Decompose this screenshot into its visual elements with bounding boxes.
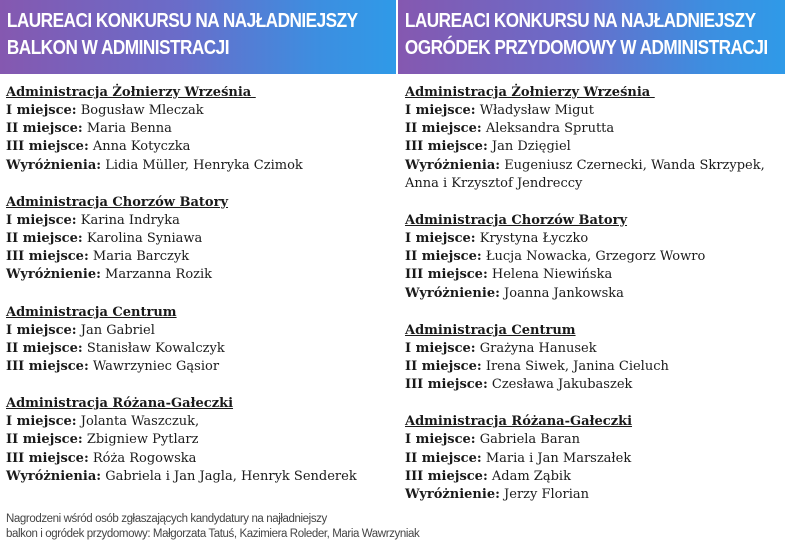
balcony-title	[0, 0, 395, 74]
administration-section	[405, 322, 790, 395]
award-winners: Czesława Jakubaszek	[491, 377, 633, 393]
award-entry	[405, 120, 790, 138]
award-label: II miejsce:	[6, 340, 83, 356]
award-label: I miejsce:	[405, 432, 476, 448]
award-entry	[405, 102, 790, 120]
award-entry	[6, 413, 396, 431]
award-entry	[405, 450, 790, 468]
award-winners: Zbigniew Pytlarz	[86, 432, 199, 448]
award-entry	[6, 248, 396, 266]
award-entry	[405, 486, 790, 504]
award-entry	[6, 450, 396, 468]
award-label: III miejsce:	[405, 377, 488, 393]
award-winners: Władysław Migut	[479, 103, 595, 118]
award-label: III miejsce:	[6, 139, 89, 155]
award-entry	[405, 468, 790, 486]
award-label: Wyróżnienie:	[405, 487, 500, 503]
award-winners: Jan Dzięgiel	[491, 139, 571, 155]
section-title: Administracja Centrum	[6, 304, 177, 320]
award-entry	[6, 322, 396, 340]
award-label: Wyróżnienia:	[6, 157, 102, 173]
section-title: Administracja Chorzów Batory	[405, 213, 628, 229]
section-title: Administracja Różana-Gałeczki	[405, 414, 633, 430]
award-entry	[6, 138, 396, 156]
award-winners: Adam Ząbik	[491, 468, 571, 484]
award-entry	[405, 157, 790, 193]
award-winners: Gabriela i Jan Jagla, Henryk Senderek	[105, 468, 357, 484]
award-winners: Jolanta Waszczuk,	[80, 414, 200, 430]
award-entry	[6, 102, 396, 120]
garden-title	[398, 0, 789, 74]
award-entry	[405, 340, 790, 358]
award-label: I miejsce:	[405, 231, 476, 247]
footnote-line-2: balkon i ogródek przydomowy: Małgorzata Tatuś, Kazimiera Roleder, Maria Wawrzyniak	[6, 528, 420, 540]
award-label: II miejsce:	[405, 121, 482, 137]
award-winners: Maria Barczyk	[92, 249, 190, 265]
award-entry	[6, 468, 396, 486]
award-label: Wyróżnienie:	[405, 285, 500, 301]
garden-column	[398, 0, 790, 523]
award-label: III miejsce:	[405, 139, 488, 155]
award-entry	[6, 431, 396, 449]
garden-sections	[398, 74, 790, 504]
award-winners: Irena Siwek, Janina Cieluch	[485, 359, 669, 375]
award-winners: Bogusław Mleczak	[80, 103, 204, 118]
award-label: I miejsce:	[6, 322, 77, 338]
award-winners: Karolina Syniawa	[86, 231, 203, 247]
award-entry	[405, 266, 790, 284]
award-entry	[405, 285, 790, 303]
award-winners: Jan Gabriel	[80, 322, 155, 338]
award-entry	[6, 358, 396, 376]
award-entry	[6, 157, 396, 175]
balcony-sections	[0, 74, 396, 486]
award-winners: Lidia Müller, Henryka Czimok	[105, 157, 303, 173]
award-winners: Karina Indryka	[80, 212, 180, 228]
award-label: II miejsce:	[405, 249, 482, 265]
award-label: III miejsce:	[6, 359, 89, 375]
garden-title-line-2: OGRÓDEK PRZYDOMOWY W ADMINISTRACJI	[404, 37, 768, 59]
award-label: I miejsce:	[6, 414, 77, 430]
administration-section	[6, 304, 396, 377]
administration-section	[405, 413, 790, 504]
award-winners: Róża Rogowska	[92, 450, 197, 466]
section-title: Administracja Centrum	[405, 322, 576, 338]
award-entry	[405, 248, 790, 266]
award-entry	[405, 358, 790, 376]
award-entry	[6, 340, 396, 358]
award-winners: Joanna Jankowska	[504, 285, 624, 301]
award-label: I miejsce:	[6, 103, 77, 118]
award-winners: Anna Kotyczka	[92, 139, 191, 155]
award-entry	[6, 212, 396, 230]
award-label: III miejsce:	[405, 267, 488, 283]
section-title: Administracja Chorzów Batory	[6, 194, 229, 210]
award-label: I miejsce:	[405, 340, 476, 356]
award-winners: Helena Niewińska	[491, 267, 613, 283]
award-label: Wyróżnienie:	[6, 267, 101, 283]
award-label: III miejsce:	[6, 249, 89, 265]
award-winners: Gabriela Baran	[479, 432, 580, 448]
footnote-line-1: Nagrodzeni wśród osób zgłaszających kandydatury na najładniejszy	[6, 513, 327, 525]
section-title: Administracja Żołnierzy Września	[405, 85, 655, 100]
garden-title-line-1: LAUREACI KONKURSU NA NAJŁADNIEJSZY	[404, 10, 756, 32]
award-label: II miejsce:	[405, 450, 482, 466]
award-winners: Marzanna Rozik	[105, 267, 213, 283]
award-winners: Maria i Jan Marszałek	[485, 450, 632, 466]
award-winners: Eugeniusz Czernecki, Wanda Skrzypek, Anna i Krzysztof Jendreccy	[405, 157, 765, 191]
award-label: Wyróżnienia:	[6, 468, 102, 484]
award-label: II miejsce:	[6, 432, 83, 448]
award-entry	[6, 120, 396, 138]
award-entry	[405, 230, 790, 248]
administration-section	[6, 84, 396, 175]
award-winners: Krystyna Łyczko	[479, 231, 589, 247]
award-entry	[405, 376, 790, 394]
award-winners: Wawrzyniec Gąsior	[92, 359, 220, 375]
award-label: I miejsce:	[6, 212, 77, 228]
balcony-title-line-1: LAUREACI KONKURSU NA NAJŁADNIEJSZY	[6, 10, 358, 32]
balcony-column	[0, 0, 396, 505]
balcony-title-line-2: BALKON W ADMINISTRACJI	[6, 37, 229, 59]
administration-section	[405, 84, 790, 193]
section-title: Administracja Żołnierzy Września	[6, 85, 256, 100]
award-winners: Grażyna Hanusek	[479, 340, 597, 356]
award-label: II miejsce:	[405, 359, 482, 375]
award-entry	[405, 138, 790, 156]
award-winners: Aleksandra Sprutta	[485, 121, 615, 137]
footnote	[6, 512, 466, 542]
award-entry	[405, 431, 790, 449]
administration-section	[405, 212, 790, 303]
award-label: II miejsce:	[6, 121, 83, 137]
award-label: III miejsce:	[405, 468, 488, 484]
award-label: II miejsce:	[6, 231, 83, 247]
award-winners: Stanisław Kowalczyk	[86, 340, 225, 356]
administration-section	[6, 194, 396, 285]
award-winners: Jerzy Florian	[504, 487, 589, 503]
section-title: Administracja Różana-Gałeczki	[6, 396, 234, 412]
administration-section	[6, 395, 396, 486]
award-entry	[6, 266, 396, 284]
award-winners: Maria Benna	[86, 121, 172, 137]
award-label: Wyróżnienia:	[405, 157, 501, 173]
award-label: I miejsce:	[405, 103, 476, 118]
award-label: III miejsce:	[6, 450, 89, 466]
award-entry	[6, 230, 396, 248]
award-winners: Łucja Nowacka, Grzegorz Wowro	[485, 249, 706, 265]
